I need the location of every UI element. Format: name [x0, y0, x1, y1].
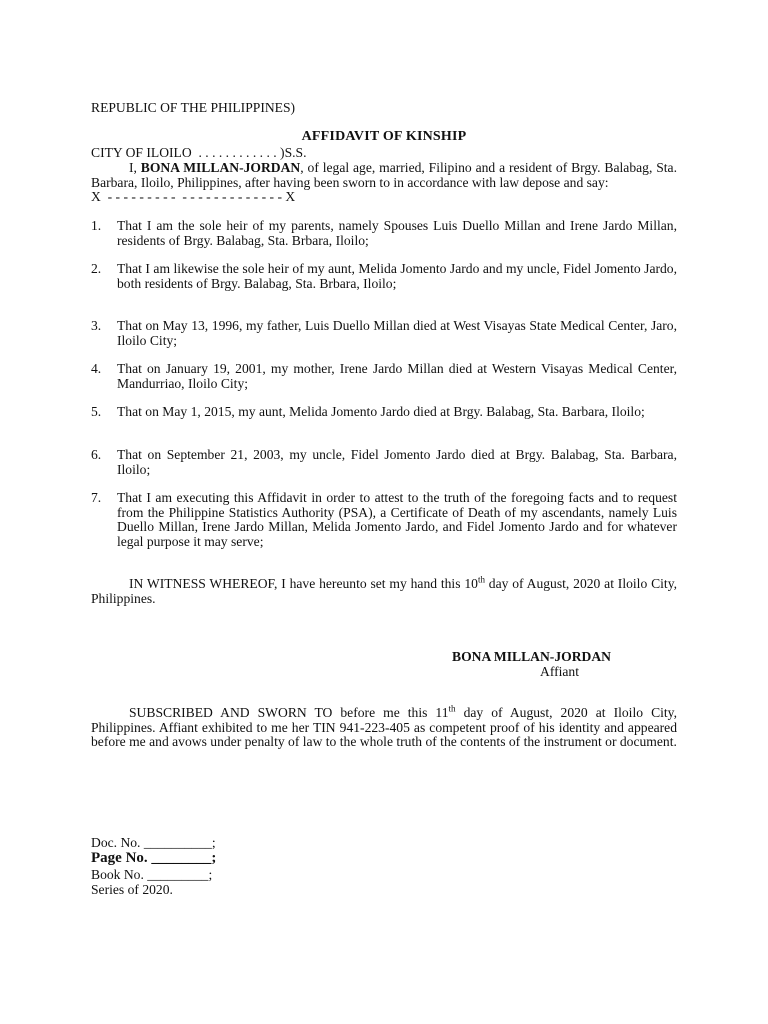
statement-item [91, 219, 677, 248]
affiant-name-intro: BONA MILLAN-JORDAN [140, 160, 301, 175]
statement-item [91, 262, 677, 291]
witness-text-before: IN WITNESS WHEREOF, I have hereunto set my hand this 10 [129, 576, 478, 591]
statement-text: That I am executing this Affidavit in order to attest to the truth of the foregoing facts and to request from the Philippine Statistics Authority (PSA), a Certificate of Death of my ascendants, namely Luis Duello Millan, Irene Jardo Millan, Melida Jomento Jardo, and Fidel Jomento Jardo and for whatever legal purpose it may serve; [117, 490, 677, 550]
caption-city: CITY OF ILOILO . . . . . . . . . . . . )S.S. [91, 144, 307, 160]
statement-number: 7. [91, 490, 102, 505]
statement-text: That I am the sole heir of my parents, namely Spouses Luis Duello Millan and Irene Jardo Millan, residents of Brgy. Balabag, Sta. Brbara, Iloilo; [117, 218, 677, 248]
caption-separator: X - - - - - - - - - - - - - - - - - - - - - - X [91, 188, 296, 204]
jurat-paragraph [91, 703, 677, 750]
witness-ordinal-suffix: th [477, 574, 485, 585]
statement-number: 6. [91, 447, 102, 462]
series-line: Series of 2020. [91, 882, 173, 897]
intro-paragraph [91, 161, 677, 190]
document-title: AFFIDAVIT OF KINSHIP [301, 129, 467, 144]
statement-text: That on September 21, 2003, my uncle, Fidel Jomento Jardo died at Brgy. Balabag, Sta. Barbara, Iloilo; [117, 447, 677, 477]
statement-text: That on May 13, 1996, my father, Luis Duello Millan died at West Visayas State Medical Center, Jaro, Iloilo City; [117, 318, 677, 348]
venue-caption [91, 72, 306, 234]
intro-rest: , of legal age, married, Filipino and a resident of Brgy. Balabag, Sta. Barbara, Iloilo, Philippines, after having been sworn to in accordance with law depose and say: [91, 160, 677, 190]
statement-item [91, 362, 677, 391]
affiant-label: Affiant [540, 664, 580, 679]
doc-number-line: Doc. No. __________; [91, 835, 216, 850]
page-number-line: Page No. ________; [91, 850, 217, 866]
jurat-text-before: SUBSCRIBED AND SWORN TO before me this 11 [129, 705, 449, 720]
witness-text-after: day of August, 2020 at Iloilo City, Philippines. [91, 576, 678, 606]
statement-number: 4. [91, 361, 102, 376]
statement-number: 5. [91, 404, 102, 419]
statement-number: 3. [91, 318, 102, 333]
book-number-line: Book No. _________; [91, 867, 213, 882]
statement-text: That on May 1, 2015, my aunt, Melida Jomento Jardo died at Brgy. Balabag, Sta. Barbara, Iloilo; [117, 404, 645, 419]
statement-item [91, 448, 677, 477]
intro-prefix: I, [129, 160, 141, 175]
statement-item [91, 319, 677, 348]
affiant-signature-name: BONA MILLAN-JORDAN [452, 649, 611, 664]
statement-item [91, 491, 677, 550]
witness-paragraph [91, 574, 678, 606]
caption-republic: REPUBLIC OF THE PHILIPPINES) [91, 100, 296, 116]
statement-item [91, 405, 677, 420]
jurat-text-after: day of August, 2020 at Iloilo City, Philippines. Affiant exhibited to me her TIN 941-223-405 as competent proof of his identity and appeared before me and avows under penalty of law to the whole truth of the contents of the instrument or document. [91, 705, 677, 750]
statement-number: 2. [91, 261, 102, 276]
statement-text: That I am likewise the sole heir of my aunt, Melida Jomento Jardo and my uncle, Fidel Jomento Jardo, both residents of Brgy. Balabag, Sta. Brbara, Iloilo; [117, 261, 677, 291]
statement-text: That on January 19, 2001, my mother, Irene Jardo Millan died at Western Visayas Medical Center, Mandurriao, Iloilo City; [117, 361, 677, 391]
statement-number: 1. [91, 218, 102, 233]
jurat-ordinal-suffix: th [448, 703, 456, 714]
